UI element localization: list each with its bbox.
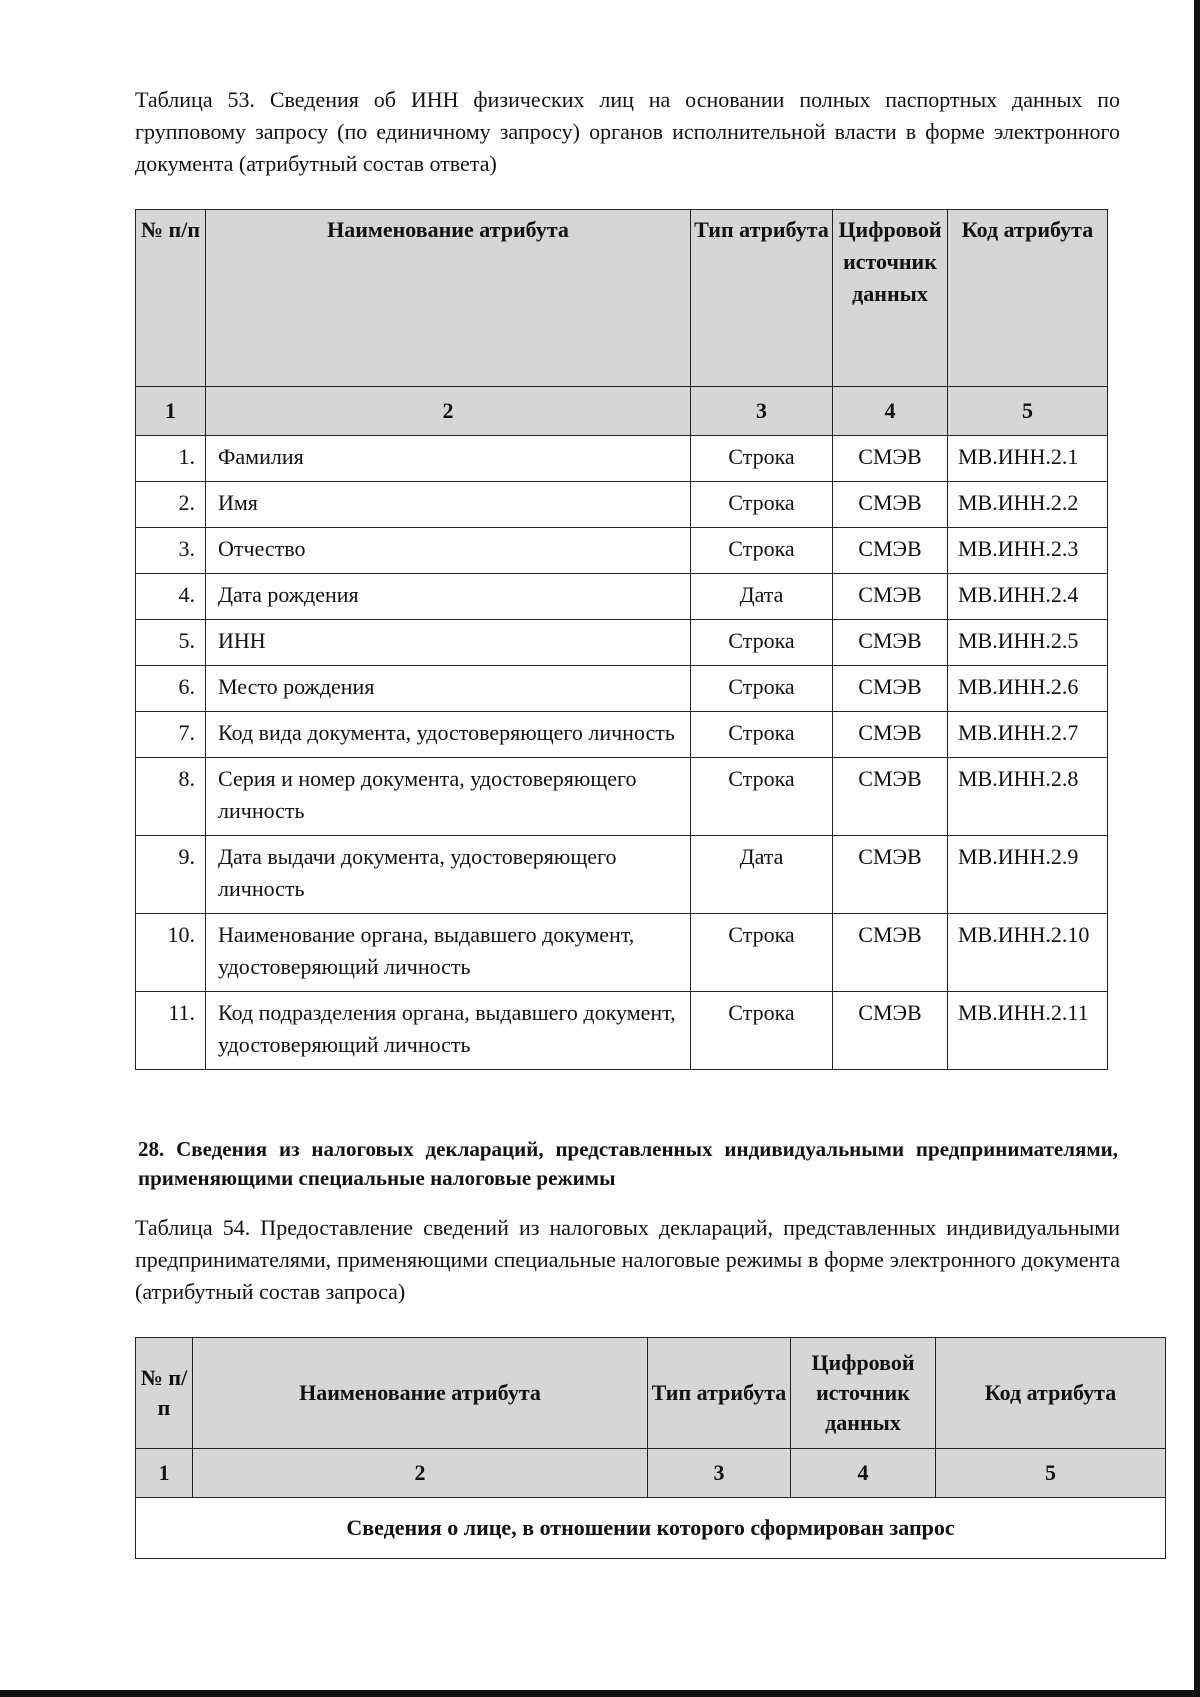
row-number: 10.: [136, 914, 206, 992]
table-54: [135, 1337, 1166, 1559]
row-number: 1.: [136, 436, 206, 482]
table-54-header-cell: Код атрибута: [936, 1338, 1166, 1449]
data-source: СМЭВ: [833, 992, 948, 1070]
attribute-name: ИНН: [206, 620, 691, 666]
attribute-code: МВ.ИНН.2.7: [948, 712, 1108, 758]
table-54-caption: Таблица 54. Предоставление сведений из налоговых деклараций, представленных индивидуальными предпринимателями, применяющими специальные налоговые режимы в форме электронного документа (атрибутный состав запроса): [135, 1215, 1120, 1304]
row-number: 3.: [136, 528, 206, 574]
data-source: СМЭВ: [833, 666, 948, 712]
table-53-column-number-row: [136, 387, 1108, 436]
table-53-caption: Таблица 53. Сведения об ИНН физических лиц на основании полных паспортных данных по групповому запросу (по единичному запросу) органов исполнительной власти в форме электронного документа (атрибутный состав ответа): [135, 87, 1120, 176]
row-number: 7.: [136, 712, 206, 758]
attribute-name: Код подразделения органа, выдавшего документ, удостоверяющий личность: [206, 992, 691, 1070]
data-source: СМЭВ: [833, 914, 948, 992]
column-number-cell: 5: [948, 387, 1108, 436]
attribute-code: МВ.ИНН.2.11: [948, 992, 1108, 1070]
attribute-code: МВ.ИНН.2.4: [948, 574, 1108, 620]
attribute-type: Строка: [691, 758, 833, 836]
data-source: СМЭВ: [833, 836, 948, 914]
table-row: [136, 574, 1108, 620]
table-row: [136, 992, 1108, 1070]
table-row: [136, 620, 1108, 666]
attribute-name: Дата выдачи документа, удостоверяющего личность: [206, 836, 691, 914]
attribute-type: Строка: [691, 712, 833, 758]
data-source: СМЭВ: [833, 620, 948, 666]
attribute-code: МВ.ИНН.2.6: [948, 666, 1108, 712]
attribute-type: Строка: [691, 914, 833, 992]
attribute-code: МВ.ИНН.2.10: [948, 914, 1108, 992]
table-53-body: [136, 436, 1108, 1070]
attribute-name: Код вида документа, удостоверяющего личность: [206, 712, 691, 758]
table-54-header-cell: Цифровой источник данных: [791, 1338, 936, 1449]
table-54-column-number-row: [136, 1449, 1166, 1498]
column-number-cell: 3: [691, 387, 833, 436]
attribute-type: Строка: [691, 482, 833, 528]
row-number: 4.: [136, 574, 206, 620]
row-number: 6.: [136, 666, 206, 712]
column-number-cell: 3: [648, 1449, 791, 1498]
column-number-cell: 5: [936, 1449, 1166, 1498]
data-source: СМЭВ: [833, 758, 948, 836]
table-row: [136, 482, 1108, 528]
data-source: СМЭВ: [833, 712, 948, 758]
table-53-header-cell: Код атрибута: [948, 210, 1108, 387]
table-53-header-cell: Наименование атрибута: [206, 210, 691, 387]
column-number-cell: 4: [791, 1449, 936, 1498]
table-row: [136, 666, 1108, 712]
data-source: СМЭВ: [833, 528, 948, 574]
data-source: СМЭВ: [833, 436, 948, 482]
table-row: [136, 836, 1108, 914]
data-source: СМЭВ: [833, 574, 948, 620]
attribute-type: Строка: [691, 528, 833, 574]
data-source: СМЭВ: [833, 482, 948, 528]
attribute-name: Дата рождения: [206, 574, 691, 620]
table-row: [136, 712, 1108, 758]
attribute-code: МВ.ИНН.2.8: [948, 758, 1108, 836]
scan-border-bottom: [0, 1690, 1200, 1697]
row-number: 9.: [136, 836, 206, 914]
attribute-code: МВ.ИНН.2.3: [948, 528, 1108, 574]
table-row: [136, 914, 1108, 992]
attribute-name: Серия и номер документа, удостоверяющего личность: [206, 758, 691, 836]
attribute-type: Строка: [691, 992, 833, 1070]
attribute-name: Фамилия: [206, 436, 691, 482]
attribute-name: Место рождения: [206, 666, 691, 712]
table-54-section-row: [136, 1498, 1166, 1559]
table-53: [135, 209, 1108, 1070]
scan-border-right: [1194, 0, 1200, 1697]
column-number-cell: 1: [136, 1449, 193, 1498]
attribute-name: Отчество: [206, 528, 691, 574]
attribute-type: Строка: [691, 620, 833, 666]
attribute-type: Дата: [691, 574, 833, 620]
attribute-code: МВ.ИНН.2.9: [948, 836, 1108, 914]
attribute-name: Наименование органа, выдавшего документ, удостоверяющий личность: [206, 914, 691, 992]
attribute-type: Строка: [691, 436, 833, 482]
attribute-code: МВ.ИНН.2.5: [948, 620, 1108, 666]
column-number-cell: 1: [136, 387, 206, 436]
table-54-header-cell: Тип атрибута: [648, 1338, 791, 1449]
table-row: [136, 758, 1108, 836]
row-number: 11.: [136, 992, 206, 1070]
column-number-cell: 4: [833, 387, 948, 436]
table-53-header-cell: Цифровой источник данных: [833, 210, 948, 387]
table-54-header-cell: Наименование атрибута: [193, 1338, 648, 1449]
table-54-header-cell: № п/п: [136, 1338, 193, 1449]
attribute-name: Имя: [206, 482, 691, 528]
row-number: 2.: [136, 482, 206, 528]
row-number: 5.: [136, 620, 206, 666]
table-53-header-cell: Тип атрибута: [691, 210, 833, 387]
section-28-heading: 28. Сведения из налоговых деклараций, представленных индивидуальными предпринимателями, применяющими специальные налоговые режимы: [138, 1137, 1118, 1190]
column-number-cell: 2: [206, 387, 691, 436]
row-number: 8.: [136, 758, 206, 836]
table-row: [136, 436, 1108, 482]
attribute-type: Дата: [691, 836, 833, 914]
table-row: [136, 528, 1108, 574]
table-53-header-row: [136, 210, 1108, 387]
attribute-code: МВ.ИНН.2.2: [948, 482, 1108, 528]
attribute-code: МВ.ИНН.2.1: [948, 436, 1108, 482]
table-54-header-row: [136, 1338, 1166, 1449]
attribute-type: Строка: [691, 666, 833, 712]
section-row-label: Сведения о лице, в отношении которого сформирован запрос: [136, 1498, 1166, 1559]
column-number-cell: 2: [193, 1449, 648, 1498]
table-53-header-cell: № п/п: [136, 210, 206, 387]
